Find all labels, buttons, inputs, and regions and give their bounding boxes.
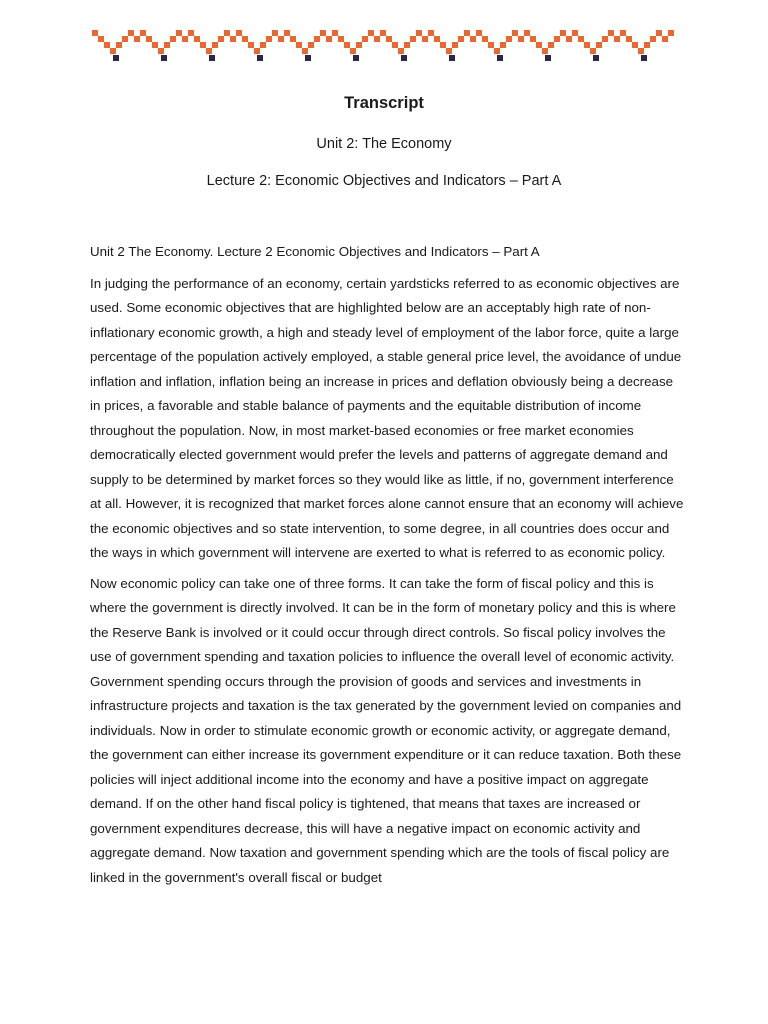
zigzag-block bbox=[422, 36, 428, 42]
zigzag-block bbox=[224, 30, 230, 36]
zigzag-block bbox=[308, 42, 314, 48]
zigzag-pattern bbox=[92, 30, 674, 54]
zigzag-block bbox=[668, 30, 674, 36]
zigzag-block bbox=[404, 42, 410, 48]
zigzag-block bbox=[632, 42, 638, 48]
dot-block bbox=[545, 55, 551, 61]
zigzag-block bbox=[272, 30, 278, 36]
zigzag-block bbox=[548, 42, 554, 48]
zigzag-block bbox=[578, 36, 584, 42]
zigzag-block bbox=[434, 36, 440, 42]
zigzag-block bbox=[554, 36, 560, 42]
zigzag-block bbox=[506, 36, 512, 42]
zigzag-block bbox=[320, 30, 326, 36]
zigzag-block bbox=[206, 48, 212, 54]
zigzag-block bbox=[494, 48, 500, 54]
zigzag-block bbox=[200, 42, 206, 48]
dot-block bbox=[161, 55, 167, 61]
zigzag-block bbox=[446, 48, 452, 54]
zigzag-block bbox=[650, 36, 656, 42]
zigzag-block bbox=[152, 42, 158, 48]
dot-block bbox=[209, 55, 215, 61]
zigzag-block bbox=[572, 30, 578, 36]
zigzag-block bbox=[470, 36, 476, 42]
paragraph: In judging the performance of an economy, certain yardsticks referred to as economic objectives are used. Some economic objectives that are highlighted below are an acceptably high rate of non-inflationary economic growth, a high and steady level of employment of the labor force, quite a large percentage of the population actively employed, a stable general price level, the avoidance of undue inflation and inflation, inflation being an increase in prices and deflation obviously being a decrease in prices, a favorable and stable balance of payments and the equitable distribution of income throughout the population. Now, in most market-based economies or free market economies democratically elected government would prefer the levels and patterns of aggregate demand and supply to be determined by market forces so they would like as little, if no, government interference at all. However, it is recognized that market forces alone cannot ensure that an economy will achieve the economic objectives and so state intervention, to some degree, in all countries does occur and the ways in which government will intervene are exerted to what is referred to as economic policy. bbox=[90, 275, 684, 560]
zigzag-block bbox=[92, 30, 98, 36]
dot-block bbox=[401, 55, 407, 61]
zigzag-block bbox=[248, 42, 254, 48]
dot-block bbox=[113, 55, 119, 61]
zigzag-block bbox=[212, 42, 218, 48]
zigzag-block bbox=[644, 42, 650, 48]
zigzag-block bbox=[128, 30, 134, 36]
zigzag-block bbox=[176, 30, 182, 36]
zigzag-block bbox=[302, 48, 308, 54]
zigzag-block bbox=[380, 30, 386, 36]
zigzag-block bbox=[500, 42, 506, 48]
zigzag-block bbox=[350, 48, 356, 54]
zigzag-block bbox=[338, 36, 344, 42]
page-title: Transcript bbox=[344, 94, 424, 112]
zigzag-block bbox=[266, 36, 272, 42]
zigzag-block bbox=[374, 36, 380, 42]
zigzag-block bbox=[344, 42, 350, 48]
dot-block bbox=[497, 55, 503, 61]
zigzag-block bbox=[254, 48, 260, 54]
dot-block bbox=[593, 55, 599, 61]
dot-row bbox=[113, 55, 676, 61]
zigzag-block bbox=[488, 42, 494, 48]
zigzag-block bbox=[122, 36, 128, 42]
unit-heading: Unit 2: The Economy bbox=[316, 136, 452, 152]
zigzag-block bbox=[296, 42, 302, 48]
zigzag-block bbox=[230, 36, 236, 42]
zigzag-block bbox=[170, 36, 176, 42]
zigzag-block bbox=[284, 30, 290, 36]
zigzag-block bbox=[410, 36, 416, 42]
zigzag-block bbox=[596, 42, 602, 48]
zigzag-block bbox=[476, 30, 482, 36]
zigzag-block bbox=[428, 30, 434, 36]
zigzag-block bbox=[140, 30, 146, 36]
dot-block bbox=[305, 55, 311, 61]
zigzag-block bbox=[440, 42, 446, 48]
zigzag-block bbox=[392, 42, 398, 48]
paragraph: Now economic policy can take one of three forms. It can take the form of fiscal policy and this is where the government is directly involved. It can be in the form of monetary policy and this is where the Reserve Bank is involved or it could occur through direct controls. So fiscal policy involves the use of government spending and taxation policies to influence the overall level of economic activity. Government spending occurs through the provision of goods and services and investments in infrastructure projects and taxation is the tax generated by the government levied on companies and individuals. Now in order to stimulate economic growth or economic activity, or aggregate demand, the government can either increase its government expenditure or it can reduce taxation. Both these policies will inject additional income into the economy and have a positive impact on aggregate demand. If on the other hand fiscal policy is tightened, that means that taxes are increased or government expenditures decrease, this will have a negative impact on economic activity and aggregate demand. Now taxation and government spending which are the tools of fiscal policy are linked in the government's overall fiscal or budget bbox=[90, 575, 682, 885]
zigzag-block bbox=[314, 36, 320, 42]
zigzag-block bbox=[560, 30, 566, 36]
dot-block bbox=[353, 55, 359, 61]
zigzag-block bbox=[278, 36, 284, 42]
zigzag-block bbox=[260, 42, 266, 48]
zigzag-block bbox=[602, 36, 608, 42]
zigzag-block bbox=[398, 48, 404, 54]
zigzag-block bbox=[386, 36, 392, 42]
zigzag-block bbox=[542, 48, 548, 54]
intro-line: Unit 2 The Economy. Lecture 2 Economic Objectives and Indicators – Part A bbox=[90, 244, 540, 259]
zigzag-block bbox=[662, 36, 668, 42]
zigzag-block bbox=[356, 42, 362, 48]
zigzag-block bbox=[566, 36, 572, 42]
transcript-body bbox=[90, 240, 686, 896]
zigzag-block bbox=[458, 36, 464, 42]
zigzag-block bbox=[656, 30, 662, 36]
zigzag-block bbox=[452, 42, 458, 48]
zigzag-block bbox=[638, 48, 644, 54]
lecture-heading: Lecture 2: Economic Objectives and Indicators – Part A bbox=[206, 173, 562, 189]
zigzag-block bbox=[512, 30, 518, 36]
dot-block bbox=[641, 55, 647, 61]
zigzag-block bbox=[242, 36, 248, 42]
zigzag-block bbox=[98, 36, 104, 42]
zigzag-block bbox=[182, 36, 188, 42]
zigzag-block bbox=[620, 30, 626, 36]
zigzag-block bbox=[104, 42, 110, 48]
zigzag-block bbox=[524, 30, 530, 36]
zigzag-block bbox=[464, 30, 470, 36]
zigzag-block bbox=[626, 36, 632, 42]
zigzag-block bbox=[368, 30, 374, 36]
zigzag-block bbox=[158, 48, 164, 54]
zigzag-block bbox=[110, 48, 116, 54]
zigzag-block bbox=[362, 36, 368, 42]
zigzag-block bbox=[536, 42, 542, 48]
zigzag-block bbox=[236, 30, 242, 36]
zigzag-block bbox=[116, 42, 122, 48]
zigzag-block bbox=[146, 36, 152, 42]
zigzag-block bbox=[164, 42, 170, 48]
zigzag-block bbox=[518, 36, 524, 42]
decorative-border-icon bbox=[92, 28, 676, 64]
zigzag-block bbox=[194, 36, 200, 42]
zigzag-block bbox=[134, 36, 140, 42]
zigzag-block bbox=[332, 30, 338, 36]
zigzag-block bbox=[326, 36, 332, 42]
zigzag-block bbox=[188, 30, 194, 36]
zigzag-block bbox=[614, 36, 620, 42]
zigzag-block bbox=[584, 42, 590, 48]
dot-block bbox=[257, 55, 263, 61]
zigzag-block bbox=[608, 30, 614, 36]
zigzag-block bbox=[218, 36, 224, 42]
zigzag-block bbox=[530, 36, 536, 42]
zigzag-block bbox=[590, 48, 596, 54]
dot-block bbox=[449, 55, 455, 61]
zigzag-block bbox=[290, 36, 296, 42]
zigzag-block bbox=[482, 36, 488, 42]
zigzag-block bbox=[416, 30, 422, 36]
